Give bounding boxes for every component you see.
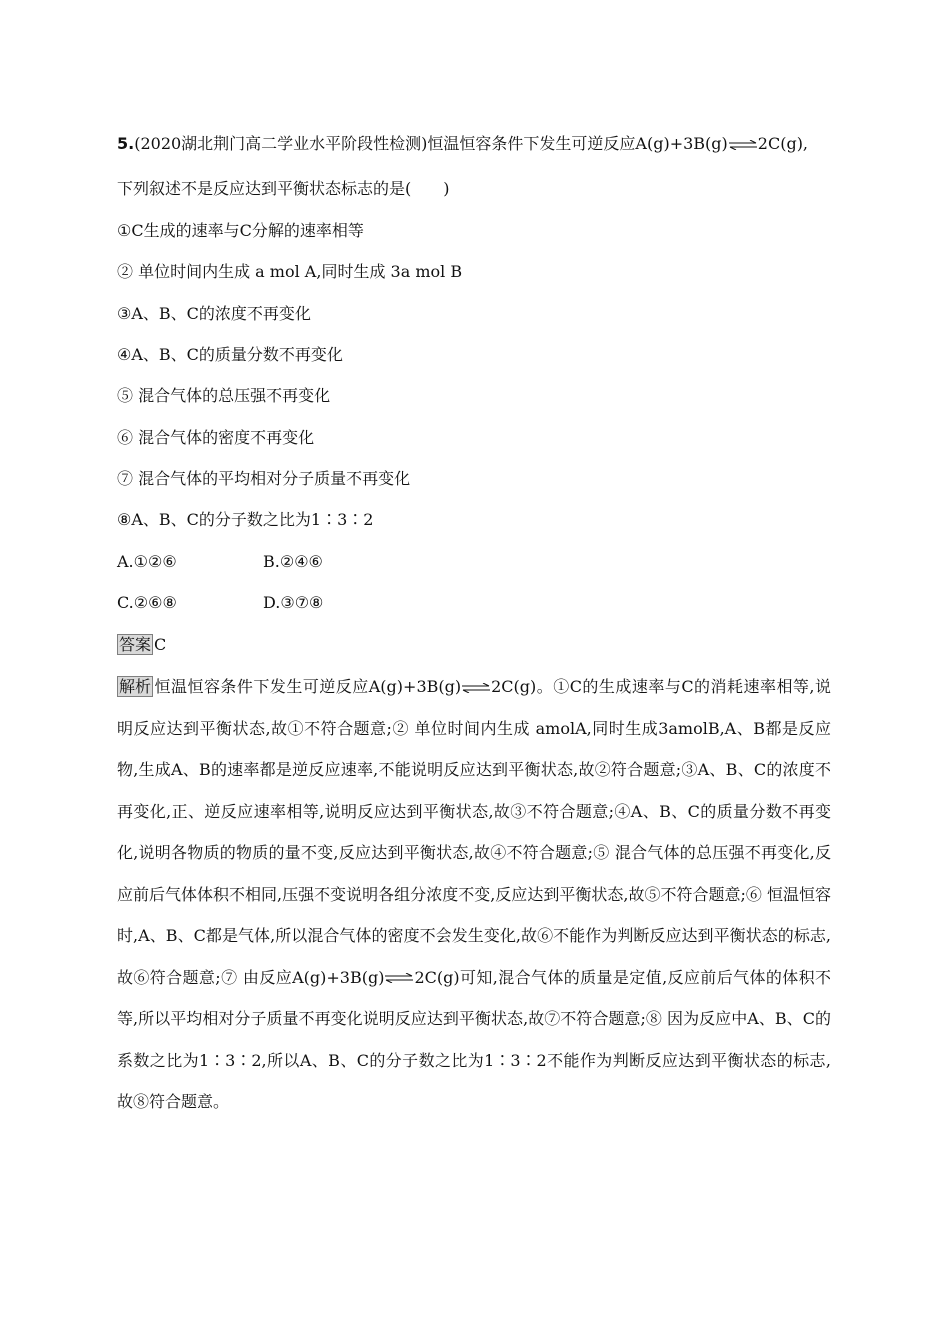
option-d: D.③⑦⑧ — [263, 593, 324, 612]
reversible-arrow-icon — [385, 973, 413, 983]
analysis-text-part3: 2C(g)可知,混合气体的质量是定值,反应前后气体的体积不等,所以平均相对分子质量不再变化说明反应达到平衡状态,故⑦不符合题意;⑧ 因为反应中A、B、C的系数之比为1∶3∶2,所以A、B、C的分子数之比为1∶3∶2不能作为判断反应达到平衡状态的标志,故⑧符合题意。 — [117, 967, 831, 1111]
reversible-arrow-icon — [462, 683, 490, 693]
answer-line — [117, 634, 166, 655]
question-number: 5. — [117, 134, 135, 153]
analysis-paragraph — [117, 666, 831, 1123]
statement-item-5: ⑤ 混合气体的总压强不再变化 — [117, 386, 331, 405]
option-b: B.②④⑥ — [263, 552, 323, 571]
analysis-label: 解析 — [119, 677, 152, 696]
question-stem-prefix: (2020湖北荆门高二学业水平阶段性检测)恒温恒容条件下发生可逆反应A(g)+3B(g) — [134, 134, 728, 153]
analysis-text-part2: 2C(g)。①C的生成速率与C的消耗速率相等,说明反应达到平衡状态,故①不符合题意;② 单位时间内生成 amolA,同时生成3amolB,A、B都是反应物,生成A、B的速率都是逆反应速率,不能说明反应达到平衡状态,故②符合题意;③A、B、C的浓度不再变化,正、逆反应速率相等,说明反应达到平衡状态,故③不符合题意;④A、B、C的质量分数不再变化,说明各物质的物质的量不变,反应达到平衡状态,故④不符合题意;⑤ 混合气体的总压强不再变化,反应前后气体体积不相同,压强不变说明各组分浓度不变,反应达到平衡状态,故⑤不符合题意;⑥ 恒温恒容时,A、B、C都是气体,所以混合气体的密度不会发生变化,故⑥不能作为判断反应达到平衡状态的标志,故⑥符合题意;⑦ 由反应A(g)+3B(g) — [117, 677, 831, 987]
answer-value: C — [154, 635, 167, 654]
analysis-text-part1: 恒温恒容条件下发生可逆反应A(g)+3B(g) — [154, 677, 462, 696]
question-stem-line2: 下列叙述不是反应达到平衡状态标志的是( ) — [117, 179, 450, 198]
statement-item-3: ③A、B、C的浓度不再变化 — [117, 304, 311, 323]
statement-item-1: ①C生成的速率与C分解的速率相等 — [117, 221, 364, 240]
question-stem-line1 — [117, 134, 808, 154]
option-a: A.①②⑥ — [117, 552, 177, 571]
statement-item-2: ② 单位时间内生成 a mol A,同时生成 3a mol B — [117, 262, 463, 281]
statement-item-6: ⑥ 混合气体的密度不再变化 — [117, 428, 315, 447]
answer-label: 答案 — [119, 635, 152, 654]
question-stem-suffix: 2C(g), — [757, 134, 809, 153]
option-c: C.②⑥⑧ — [117, 593, 177, 612]
reversible-arrow-icon — [729, 140, 757, 150]
statement-item-4: ④A、B、C的质量分数不再变化 — [117, 345, 343, 364]
statement-item-8: ⑧A、B、C的分子数之比为1∶3∶2 — [117, 510, 374, 529]
statement-item-7: ⑦ 混合气体的平均相对分子质量不再变化 — [117, 469, 411, 488]
